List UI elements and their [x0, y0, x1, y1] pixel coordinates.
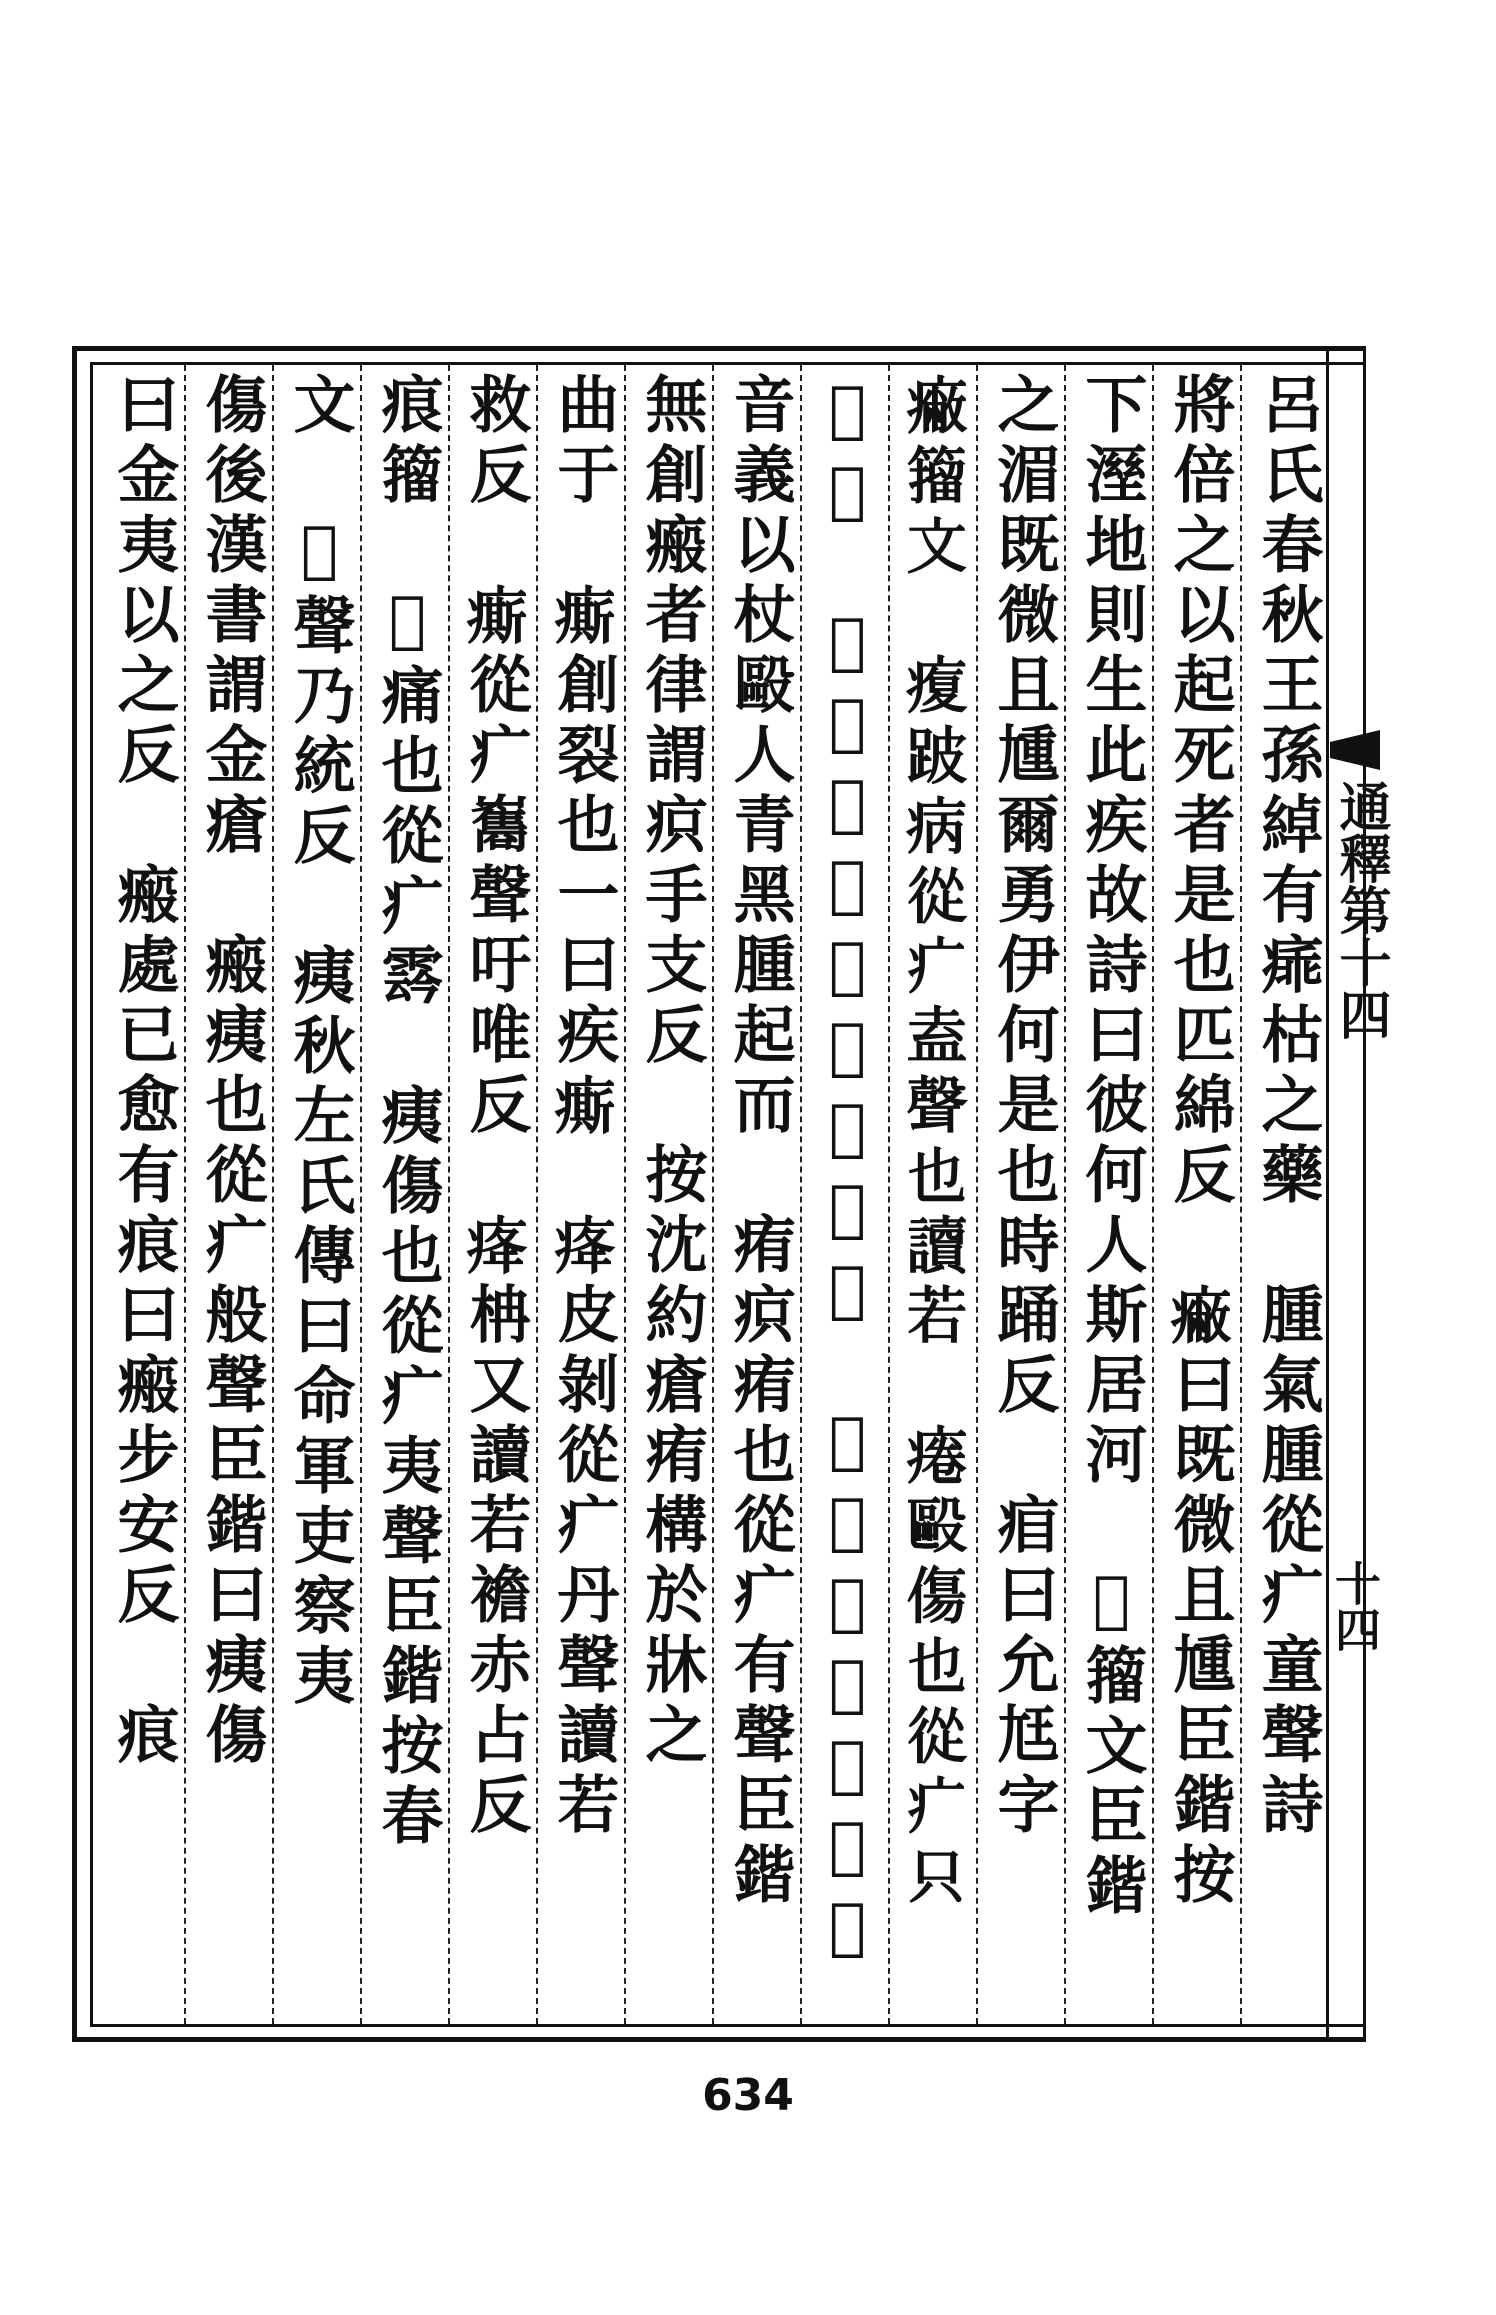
text-column: 文 𤺣聲乃統反 痍秋左氏傳曰命軍吏察夷 — [283, 372, 356, 1713]
frame-rule-bottom — [90, 2024, 1366, 2027]
text-column: 𤶹字 𤸑脅又讀若掩一盍反 𤷄聲臣鍇按漢書 — [811, 372, 884, 1970]
text-column: 之湄既微且尰爾勇伊何是也時踊反 㾇曰允尪字 — [987, 372, 1060, 1842]
margin-section-title: 通釋第十四 — [1330, 780, 1391, 1040]
text-column: 音義以杖毆人青黑腫起而 痏疻痏也從疒有聲臣鍇 — [723, 372, 796, 1912]
text-column: 將倍之以起死者是也匹綿反 𤺓曰既微且尰臣鍇按 — [1163, 372, 1236, 1912]
text-column: 救反 𤺊從疒雟聲吁唯反 𤵸柟又讀若襜赤占反 — [459, 372, 532, 1842]
text-column: 曰金夷以之反 瘢處已愈有痕曰瘢步安反 痕 — [107, 372, 180, 1772]
page-number: 634 — [702, 2070, 794, 2121]
text-column: 曲于 𤺊創裂也一曰疾𤺊 𤵸皮剝從疒丹聲讀若 — [547, 372, 620, 1842]
frame-rule-top — [90, 362, 1366, 365]
text-column: 痕籀 𤺣痛也從疒𩃬 痍傷也從疒夷聲臣鍇按春 — [371, 372, 444, 1853]
margin-leaf-number: 十四 — [1328, 1560, 1382, 1652]
center-margin-strip — [1326, 346, 1366, 2042]
text-column: 𤺓籀文 𤸑跛病從疒盍聲也讀若 𤷄毆傷也從疒只 — [899, 372, 972, 1912]
text-column: 無創瘢者律謂疻手支反 按沈約瘡痏構於牀之 — [635, 372, 708, 1772]
text-column: 傷後漢書謂金瘡 瘢痍也從疒般聲臣鍇曰痍傷 — [195, 372, 268, 1772]
frame-rule-left — [90, 362, 93, 2024]
text-column: 下溼地則生此疾故詩曰彼何人斯居河 𤶻籀文臣鍇 — [1075, 372, 1148, 1923]
text-column: 呂氏春秋王孫綽有㾩枯之藥 腫氣腫從疒童聲詩 — [1251, 372, 1324, 1842]
